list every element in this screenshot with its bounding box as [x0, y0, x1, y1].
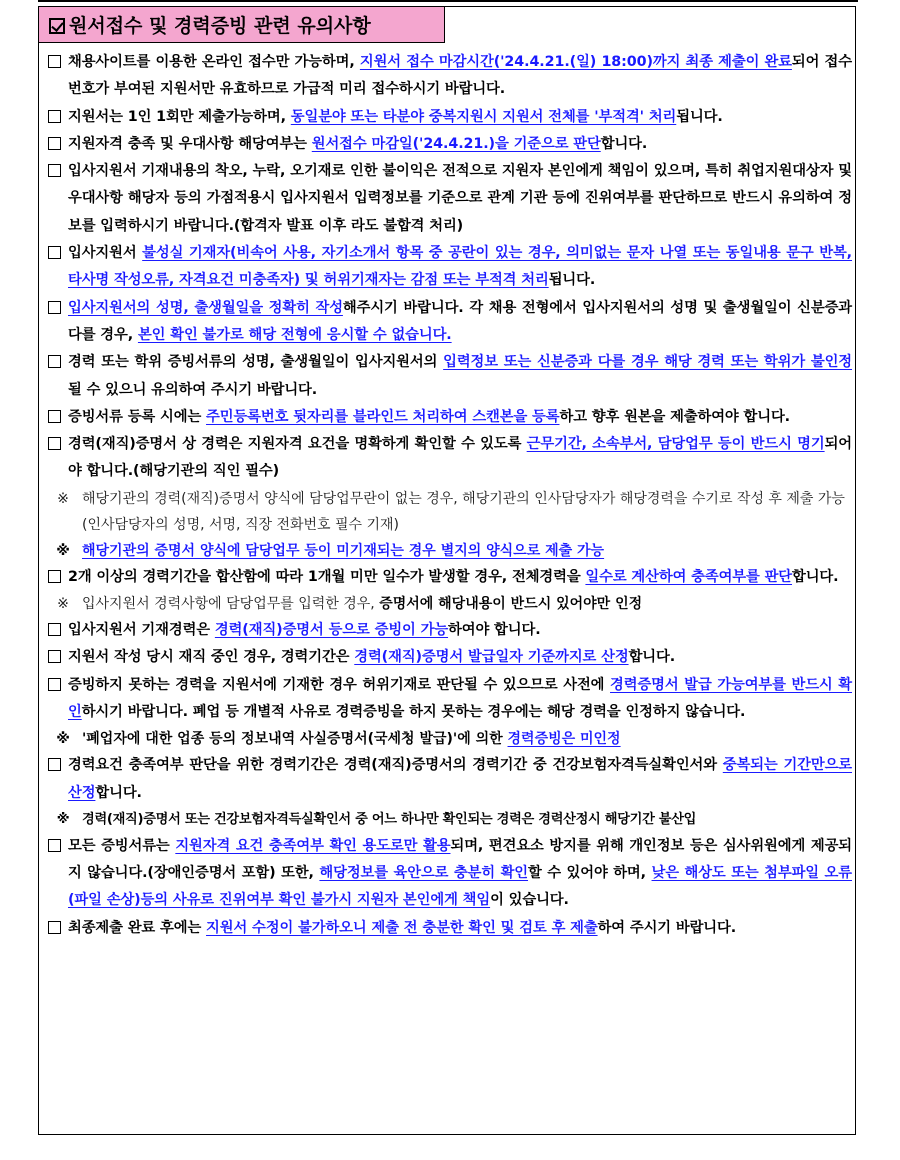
body-text: 됩니다. [548, 272, 596, 289]
highlighted-text: 경력(재직)증명서 등으로 증빙이 가능 [214, 622, 449, 639]
notice-item [44, 672, 852, 727]
highlighted-text: 지원서 접수 마감시간('24.4.21.(일) 18:00)까지 최종 제출이 완료 [359, 54, 792, 70]
reference-mark-icon: ※ [56, 731, 70, 748]
checkbox-icon [44, 564, 68, 591]
highlighted-text: 경력증명서 발급 가능여부를 반드시 확인 [68, 676, 852, 720]
notice-item [44, 915, 852, 942]
note-item [44, 486, 852, 538]
body-text: 해당기관의 경력(재직)증명서 양식에 담당업무란이 없는 경우, 해당기관의 인사담당자가 해당경력을 수기로 작성 후 제출 가능(인사담당자의 성명, 서명, 직장 전화번호 필수 기재) [82, 490, 845, 533]
notice-item [44, 295, 852, 350]
highlighted-text: 해당기관의 증명서 양식에 담당업무 등이 미기재되는 경우 별지의 양식으로 제출 가능 [82, 542, 605, 559]
reference-mark-icon: ※ [57, 596, 69, 613]
highlighted-text: 주민등록번호 뒷자리를 블라인드 처리하여 스캔본을 등록 [206, 408, 560, 425]
checkbox-icon [44, 240, 68, 267]
body-text: '폐업자에 대한 업종 등의 정보내역 사실증명서(국세청 발급)'에 의한 [82, 731, 508, 748]
checkbox-icon [44, 158, 68, 185]
body-text: 모든 증빙서류는 [68, 837, 176, 854]
highlighted-text: 입력정보 또는 신분증과 다를 경우 해당 경력 또는 학위가 불인정 [443, 354, 853, 371]
notice-item [44, 431, 852, 486]
checkbox-icon [44, 349, 68, 376]
reference-mark-icon: ※ [57, 490, 69, 507]
body-text: 입사지원서 [68, 245, 143, 262]
body-text: 할 수 있어야 하며, [528, 865, 652, 882]
highlighted-text: 입사지원서의 성명, 출생월일을 정확히 작성 [68, 299, 343, 316]
section-title-box [39, 7, 445, 43]
highlighted-text: 해당정보를 육안으로 충분히 확인 [319, 865, 529, 882]
checkbox-icon [44, 915, 68, 942]
body-text: 증빙하지 못하는 경력을 지원서에 기재한 경우 허위기재로 판단될 수 있으므로 사전에 [68, 676, 611, 693]
body-text: 하고 향후 원본을 제출하여야 합니다. [559, 408, 790, 425]
checked-box-icon [49, 18, 65, 34]
section-title: 원서접수 및 경력증빙 관련 유의사항 [69, 15, 371, 37]
emphasis-text: 증명서에 해당내용이 반드시 있어야만 인정 [379, 596, 643, 613]
highlighted-text: 경력증빙은 미인정 [507, 731, 621, 748]
highlighted-text: 동일분야 또는 타분야 중복지원시 지원서 전체를 '부적격' 처리 [290, 108, 677, 125]
checkbox-icon [44, 404, 68, 431]
body-text: 되어야 합니다.(해당기관의 직인 필수) [68, 436, 853, 480]
notice-item [44, 158, 852, 240]
notice-list [44, 49, 852, 942]
body-text: 하여야 합니다. [448, 622, 541, 639]
highlighted-text: 원서접수 마감일('24.4.21.)을 기준으로 판단 [311, 135, 601, 152]
body-text: 경력요건 충족여부 판단을 위한 경력기간은 경력(재직)증명서의 경력기간 중 건강보험자격득실확인서와 [68, 757, 723, 774]
body-text: 합니다. [600, 135, 648, 152]
notice-item [44, 644, 852, 671]
checkbox-icon [44, 672, 68, 699]
body-text: 하시기 바랍니다. 폐업 등 개별적 사유로 경력증빙을 하지 못하는 경우에는 해당 경력을 인정하지 않습니다. [81, 703, 746, 720]
body-text: 입사지원서 기재경력은 [68, 622, 215, 639]
body-text: 지원자격 충족 및 우대사항 해당여부는 [68, 135, 312, 152]
checkbox-icon [44, 49, 68, 76]
body-text: 되며, 편견요소 방지를 위해 개인정보 등은 심사위원에게 제공되지 않습니다.(장애인증명서 포함) 또한, [68, 837, 852, 882]
body-text: 채용사이트를 이용한 온라인 접수만 가능하며, [68, 54, 360, 70]
highlighted-text: 근무기간, 소속부서, 담당업무 등이 반드시 명기 [526, 436, 825, 453]
highlighted-text: 일수로 계산하여 충족여부를 판단 [585, 568, 793, 585]
notice-item [44, 752, 852, 807]
body-text: 2개 이상의 경력기간을 합산함에 따라 1개월 미만 일수가 발생할 경우, 전체경력을 [68, 568, 586, 585]
body-text: 최종제출 완료 후에는 [68, 919, 207, 936]
checkbox-icon [44, 752, 68, 779]
highlighted-text: 경력(재직)증명서 발급일자 기준까지로 산정 [354, 649, 629, 666]
body-text: 경력(재직)증명서 상 경력은 지원자격 요건을 명확하게 확인할 수 있도록 [68, 436, 527, 453]
body-text: 하여 주시기 바랍니다. [597, 919, 737, 936]
notice-item [44, 49, 852, 104]
highlighted-text: 불성실 기재자(비속어 사용, 자기소개서 항목 중 공란이 있는 경우, 의미없는 문자 나열 또는 동일내용 문구 반복, 타사명 작성오류, 자격요건 미충족자) 및 허위기재자는 감점 또는 부적격 처리 [68, 245, 853, 289]
body-text: 이 있습니다. [490, 892, 569, 909]
body-text: 경력(재직)증명서 또는 건강보험자격득실확인서 중 어느 하나만 확인되는 경력은 경력산정시 해당기간 불산입 [82, 811, 697, 827]
checkbox-icon [44, 131, 68, 158]
highlighted-text: 중복되는 기간만으로 산정 [68, 757, 852, 801]
body-text: 합니다. [628, 649, 676, 666]
reference-mark-icon: ※ [56, 542, 70, 559]
body-text: 합니다. [792, 568, 839, 585]
highlighted-text: 지원자격 요건 충족여부 확인 용도로만 활용 [175, 837, 451, 854]
note-item [44, 538, 852, 564]
checkbox-icon [44, 617, 68, 644]
body-text: 경력 또는 학위 증빙서류의 성명, 출생월일이 입사지원서의 [68, 354, 444, 371]
notice-item [44, 404, 852, 431]
note-item [44, 807, 852, 833]
notice-item [44, 833, 852, 915]
checkbox-icon [44, 295, 68, 322]
notice-item [44, 104, 852, 131]
note-item [44, 591, 852, 617]
notice-item [44, 564, 852, 591]
checkbox-icon [44, 431, 68, 458]
note-item [44, 726, 852, 752]
body-text: 입사지원서 경력사항에 담당업무를 입력한 경우, [82, 596, 380, 613]
notice-item [44, 131, 852, 158]
body-text: 해주시기 바랍니다. 각 채용 전형에서 입사지원서의 성명 및 출생월일이 신분증과 다를 경우, [68, 299, 852, 343]
highlighted-text: 본인 확인 불가로 해당 전형에 응시할 수 없습니다. [137, 326, 452, 343]
body-text: 지원서는 1인 1회만 제출가능하며, [68, 108, 291, 125]
body-text: 합니다. [95, 784, 142, 801]
checkbox-icon [44, 833, 68, 860]
notice-item [44, 617, 852, 644]
body-text: 지원서 작성 당시 재직 중인 경우, 경력기간은 [68, 649, 355, 666]
body-text: 되어 접수번호가 부여된 지원서만 유효하므로 가급적 미리 접수하시기 바랍니다. [68, 54, 852, 98]
highlighted-text: 지원서 수정이 불가하오니 제출 전 충분한 확인 및 검토 후 제출 [206, 919, 598, 936]
checkbox-icon [44, 644, 68, 671]
checkbox-icon [44, 104, 68, 131]
body-text: 증빙서류 등록 시에는 [68, 408, 207, 425]
notice-item [44, 349, 852, 404]
top-rule [38, 0, 858, 2]
body-text: 될 수 있으니 유의하여 주시기 바랍니다. [68, 381, 318, 398]
body-text: 입사지원서 기재내용의 착오, 누락, 오기재로 인한 불이익은 전적으로 지원자 본인에게 책임이 있으며, 특히 취업지원대상자 및 우대사항 해당자 등의 가점적용시 입사지원서 입력정보를 기준으로 관계 기관 등에 진위여부를 판단하므로 반드시 유의하여 정보를 입력하시기 바랍니다.(합격자 발표 이후 라도 불합격 처리) [68, 163, 852, 234]
reference-mark-icon: ※ [56, 811, 70, 827]
highlighted-text: 낮은 해상도 또는 첨부파일 오류(파일 손상)등의 사유로 진위여부 확인 불가시 지원자 본인에게 책임 [68, 865, 852, 909]
body-text: 됩니다. [676, 108, 723, 125]
notice-item [44, 240, 852, 295]
